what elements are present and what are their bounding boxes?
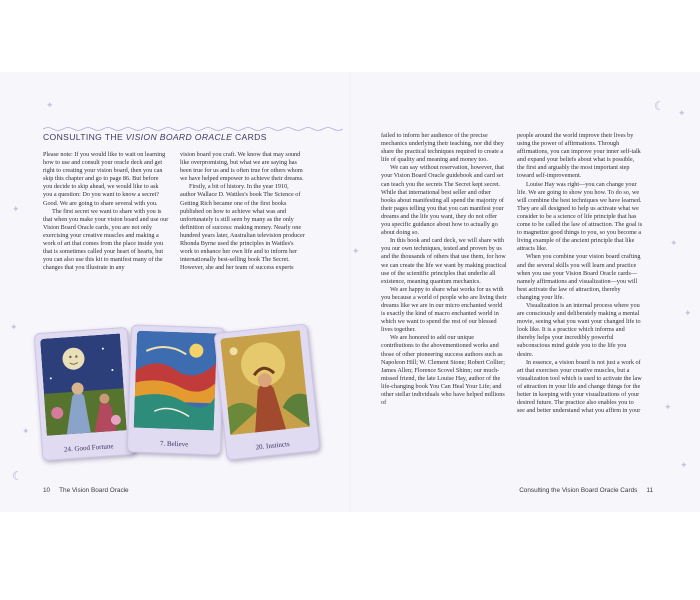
left-page-column-2 — [180, 151, 306, 272]
sparkle-icon: ✦ — [664, 403, 672, 413]
sparkle-icon: ✦ — [12, 205, 20, 215]
sparkle-icon: ✦ — [352, 247, 360, 257]
heading-wave-ornament — [43, 126, 343, 131]
sparkle-icon: ✦ — [46, 101, 54, 111]
sparkle-icon: ✦ — [678, 109, 686, 119]
left-page-column-1 — [43, 151, 169, 272]
oracle-card-illustration — [30, 318, 320, 468]
card-label: 7. Believe — [159, 439, 189, 449]
paragraph: We can say without reservation, however, that your Vision Board Oracle guidebook and card set can teach you the secrets The Secret kept secret. While that international best seller and other books about manifesting all spend the majority of their pages telling you that you can manifest your dreams and the life you want, they do not offer you specific guidance about how to actually go about doing so. — [381, 164, 505, 237]
page-number: 10 — [43, 487, 51, 494]
heading-italic: VISION BOARD ORACLE — [125, 132, 233, 142]
paragraph: Visualization is an internal process where you are consciously and deliberately making a mental movie, seeing what you want your changed life to look like. It is a practice which informs and thereby helps your incredibly powerful subconscious mind guide you to the life you desire. — [517, 301, 641, 358]
paragraph: In essence, a vision board is not just a work of art that exercises your creative muscles, but a visualization tool which is used to activate the law of attraction in your life and change things for the better in keeping with your visualizations of your desired future. The practice also enables you to see and better understand what you affirm in your — [517, 358, 642, 415]
oracle-card — [34, 327, 137, 461]
card-label: 24. Good Fortune — [63, 442, 114, 454]
left-page-footer — [43, 487, 129, 494]
sparkle-icon: ✦ — [22, 427, 30, 437]
paragraph: We are happy to share what works for us with you because a world of people who are living their dreams like we are in our micro enchanted world is exactly the kind of macro enchanted world in which we want to spend the rest of our blessed lives together. — [381, 285, 507, 334]
paragraph: In this book and card deck, we will share with you our own techniques, tested and proven by us and the thousands of others that use them, for how we can create the life we want by making practical use of the scientific principles that underlie all existence, meaning quantum mechanics. — [381, 237, 507, 285]
paragraph: Please note: If you would like to wait on learning how to use and consult your oracle deck and get right to creating your vision board, then you can skip this chapter and go to page 86. But before you decide to skip ahead, we would like to ask you a question: Do you want to know a secret? Good. We are going to share several with you. — [43, 151, 166, 207]
paragraph: When you combine your vision board crafting and the several skills you will learn and practice when you use your Vision Board Oracle cards—namely affirmations and visualization—you will best activate the law of attraction, thereby changing your life. — [517, 253, 641, 301]
sparkle-icon: ✦ — [680, 461, 688, 471]
book-gutter — [349, 72, 351, 512]
right-page-column-1 — [381, 132, 507, 407]
running-title: Consulting the Vision Board Oracle Cards — [519, 487, 638, 494]
paragraph: Firstly, a bit of history. In the year 1910, author Wallace D. Wattles's book The Science of Getting Rich became one of the first books published on how to achieve what was and unfortunately is still seen by many as the only definition of success: making money. Nearly one hundred years later, Australian television producer Rhonda Byrne used the principles in Wattles's work to enhance her own life and to inform her internationally best-selling book The Secret. However, she and her team of success experts — [180, 183, 305, 272]
sparkle-icon: ✦ — [684, 309, 692, 319]
running-title: The Vision Board Oracle — [59, 487, 129, 494]
section-heading — [43, 132, 343, 142]
sparkle-icon: ✦ — [670, 239, 678, 249]
page-number: 11 — [646, 487, 653, 494]
paragraph: vision board you craft. We know that may sound like overpromising, but what we are saying has been true for us and is often true for others whom we have helped empower to achieve their dreams. — [180, 151, 304, 183]
card-artwork — [220, 330, 312, 437]
card-label: 20. Instincts — [255, 439, 291, 452]
heading-suffix: CARDS — [232, 132, 267, 142]
right-page-column-2 — [517, 132, 643, 415]
paragraph: failed to inform her audience of the precise mechanics underlying their teaching, nor did they share the practical techniques required to create a life of quality and meaning and money too. — [381, 132, 504, 164]
paragraph: Louise Hay was right—you can change your life. We are going to show you how. To do so, we will combine the best techniques we have learned. They are all designed to help us activate what we consider to be a science of life principle that has come to be called the law of attraction. The goal is to magnetize good things to you, so you become a living example of the ancient principle that like attracts like. — [517, 180, 643, 253]
heading-prefix: CONSULTING THE — [43, 132, 126, 142]
oracle-card — [214, 323, 321, 460]
card-artwork — [134, 331, 219, 433]
moon-icon: ☾ — [654, 99, 665, 113]
paragraph: We are honored to add our unique contributions to the abovementioned works and those of other pioneering success authors such as Napoleon Hill; W. Clement Stone; Robert Collier; James Allen; Florence Scovel Shinn; our much-missed friend, the late Louise Hay, author of the life-changing book You Can Heal Your Life; and other stellar individuals who have helped millions of — [381, 334, 505, 407]
paragraph: people around the world improve their lives by using the power of affirmations. Through affirmations, you can improve your inner self-talk and expand your beliefs about what is possible, the first and arguably the most important step toward self-improvement. — [517, 132, 641, 180]
oracle-card — [127, 324, 225, 455]
card-artwork — [40, 333, 129, 437]
right-page-footer — [519, 487, 653, 494]
paragraph: The first secret we want to share with you is that when you make your vision board and use our Vision Board Oracle cards, you are not only exercising your creative muscles and making a work of art that comes from the place inside you that is sometimes called your heart of hearts, but you can also use this kit to manifest many of the changes that you illustrate in any — [43, 207, 169, 272]
moon-icon: ☾ — [12, 469, 23, 483]
sparkle-icon: ✦ — [10, 323, 18, 333]
